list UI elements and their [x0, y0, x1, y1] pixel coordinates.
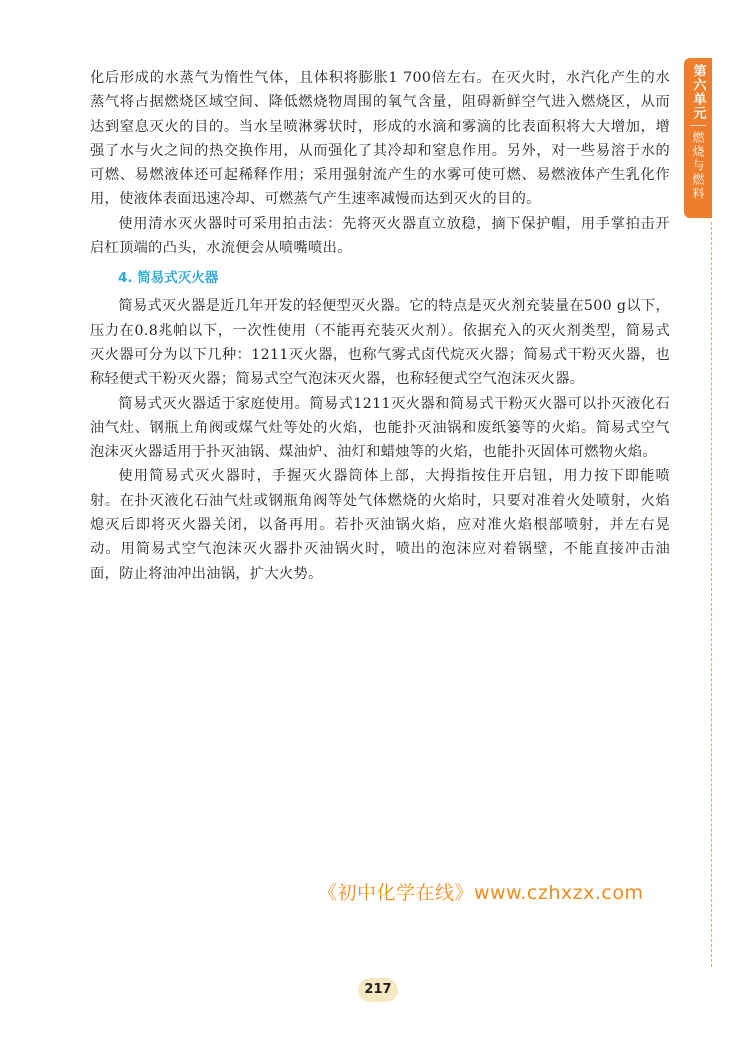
page-body: [90, 66, 670, 586]
paragraph-simple-extinguisher-intro: 简易式灭火器是近几年开发的轻便型灭火器。它的特点是灭火剂充装量在500 g以下，压力在0.8兆帕以下，一次性使用（不能再充装灭火剂）。依据充入的灭火剂类型，简易式灭火器可分为以下几种：1211灭火器，也称气雾式卤代烷灭火器；简易式干粉灭火器，也称轻便式干粉灭火器；简易式空气泡沫灭火器，也称轻便式空气泡沫灭火器。: [90, 298, 670, 388]
paragraph-water-vapor: 化后形成的水蒸气为惰性气体，且体积将膨胀1 700倍左右。在灭火时，水汽化产生的水蒸气将占据燃烧区域空间、降低燃烧物周围的氧气含量，阻碍新鲜空气进入燃烧区，从而达到窒息灭火的目的。当水呈喷淋雾状时，形成的水滴和雾滴的比表面积将大大增加，增强了水与火之间的热交换作用，从而强化了其冷却和窒息作用。另外，对一些易溶于水的可燃、易燃液体还可起稀释作用；采用强射流产生的水雾可使可燃、易燃液体产生乳化作用，使液体表面迅速冷却、可燃蒸气产生速率减慢而达到灭火的目的。: [90, 70, 670, 208]
chapter-tab: [684, 58, 712, 218]
paragraph-usage-method: 使用简易式灭火器时，手握灭火器筒体上部，大拇指按住开启钮，用力按下即能喷射。在扑灭液化石油气灶或钢瓶角阀等处气体燃烧的火焰时，只要对准着火处喷射，火焰熄灭后即将灭火器关闭，以备再用。若扑灭油锅火焰，应对准火焰根部喷射，并左右晃动。用简易式空气泡沫灭火器扑灭油锅火时，喷出的泡沫应对着锅壁，不能直接冲击油面，防止将油冲出油锅，扩大火势。: [90, 468, 670, 582]
margin-dashed-line: [711, 222, 712, 967]
page-number: 217: [358, 978, 398, 1002]
paragraph-household-use: 简易式灭火器适于家庭使用。简易式1211灭火器和简易式干粉灭火器可以扑灭液化石油气灶、钢瓶上角阀或煤气灶等处的火焰，也能扑灭油锅和废纸篓等的火焰。简易式空气泡沫灭火器适用于扑灭油锅、煤油炉、油灯和蜡烛等的火焰，也能扑灭固体可燃物火焰。: [90, 395, 670, 461]
section-heading-simple-extinguisher: 4. 简易式灭火器: [118, 270, 219, 287]
chapter-unit-label: 第六单元: [690, 64, 706, 120]
chapter-tab-divider: [690, 125, 706, 126]
chapter-title-label: 燃烧与燃料: [691, 131, 705, 201]
paragraph-clear-water-usage: 使用清水灭火器时可采用拍击法：先将灭火器直立放稳，摘下保护帽，用手掌拍击开启杠顶端的凸头，水流便会从喷嘴喷出。: [90, 215, 670, 257]
watermark: 《初中化学在线》www.czhxzx.com: [318, 882, 644, 904]
